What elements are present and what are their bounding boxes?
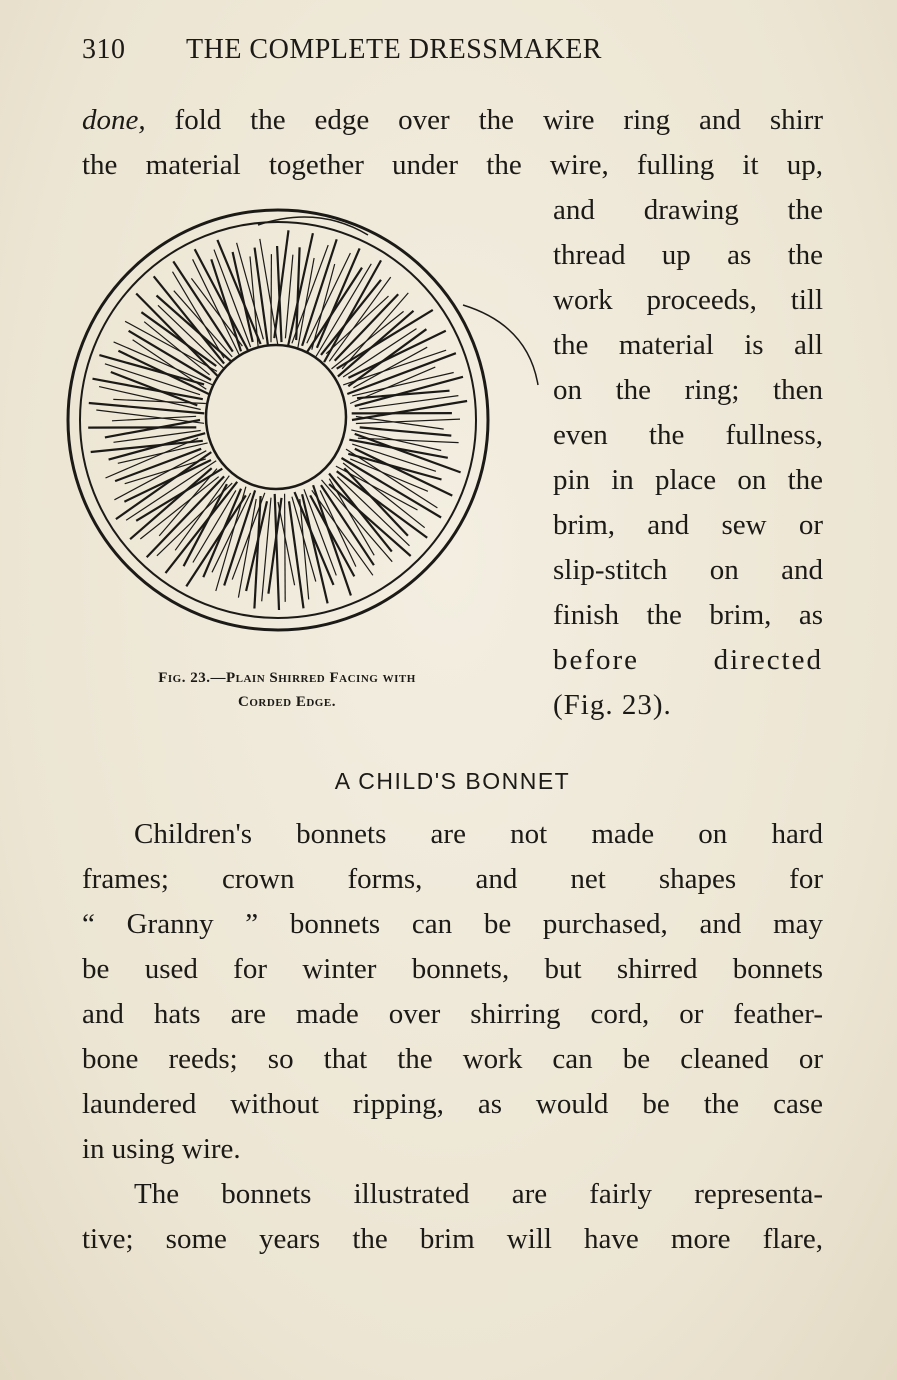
text-line: brim, and sew or: [553, 509, 823, 541]
shirred-facing-illustration: [58, 195, 548, 655]
text-line: in using wire.: [82, 1133, 241, 1165]
section-heading: A CHILD'S BONNET: [334, 768, 571, 794]
shirring-stroke: [114, 431, 201, 443]
text-line: work proceeds, till: [553, 284, 823, 316]
text-line: be used for winter bonnets, but shirred bonnets: [82, 953, 823, 985]
shirring-stroke: [347, 353, 456, 394]
shirring-stroke: [89, 403, 205, 413]
italic-lead: done,: [82, 104, 146, 136]
shirring-stroke: [260, 239, 278, 346]
text-line: before directed: [553, 644, 823, 676]
shirring-stroke: [154, 276, 224, 363]
shirring-stroke: [175, 476, 229, 551]
running-title: THE COMPLETE DRESSMAKER: [186, 34, 602, 65]
text-line: The bonnets illustrated are fairly representa-: [134, 1178, 823, 1210]
inner-opening: [206, 345, 346, 489]
shirring-stroke: [350, 367, 435, 403]
text-line: bone reeds; so that the work can be cleaned or: [82, 1043, 823, 1075]
shirring-stroke: [356, 419, 460, 423]
shirring-stroke: [191, 278, 242, 346]
text-line: and drawing the: [553, 194, 823, 226]
text-line: slip-stitch on and: [553, 554, 823, 586]
shirring-stroke: [285, 494, 286, 602]
text-span: fold the edge over the wire ring and shirr: [145, 104, 823, 136]
shirring-stroke: [99, 355, 204, 384]
text-line: frames; crown forms, and net shapes for: [82, 863, 823, 895]
shirring-stroke: [105, 420, 200, 437]
text-line: pin in place on the: [553, 464, 823, 496]
text-line: the material is all: [553, 329, 823, 361]
text-line: Children's bonnets are not made on hard: [134, 818, 823, 850]
shirring-stroke: [355, 434, 461, 473]
page-number: 310: [82, 34, 126, 65]
shirring-stroke: [173, 272, 225, 359]
shirring-stroke: [322, 480, 393, 562]
text-line: tive; some years the brim will have more flare,: [82, 1223, 823, 1255]
text-line: on the ring; then: [553, 374, 823, 406]
shirring-stroke: [312, 490, 373, 575]
shirring-stroke: [302, 494, 328, 603]
text-line: and hats are made over shirring cord, or feather-: [82, 998, 823, 1030]
caption-text: Fig. 23.—Plain Shirred Facing with: [158, 670, 416, 686]
shirring-stroke: [217, 240, 260, 344]
shirring-stroke: [275, 494, 279, 610]
shirring-stroke: [352, 401, 467, 420]
text-line: [82, 106, 823, 135]
figure-caption-line-1: [82, 670, 492, 687]
text-line: even the fullness,: [553, 419, 823, 451]
text-line: the material together under the wire, fulling it up,: [82, 149, 823, 181]
figure-caption-line-2: [82, 694, 492, 711]
text-line: thread up as the: [553, 239, 823, 271]
shirring-stroke: [343, 329, 416, 377]
text-line: (Fig. 23).: [553, 689, 672, 721]
caption-text: Corded Edge.: [238, 694, 336, 710]
text-line: finish the brim, as: [553, 599, 823, 631]
text-line: “ Granny ” bonnets can be purchased, and may: [82, 908, 823, 940]
shirring-stroke: [91, 441, 203, 452]
shirring-stroke: [278, 502, 295, 585]
text-line: laundered without ripping, as would be the case: [82, 1088, 823, 1120]
